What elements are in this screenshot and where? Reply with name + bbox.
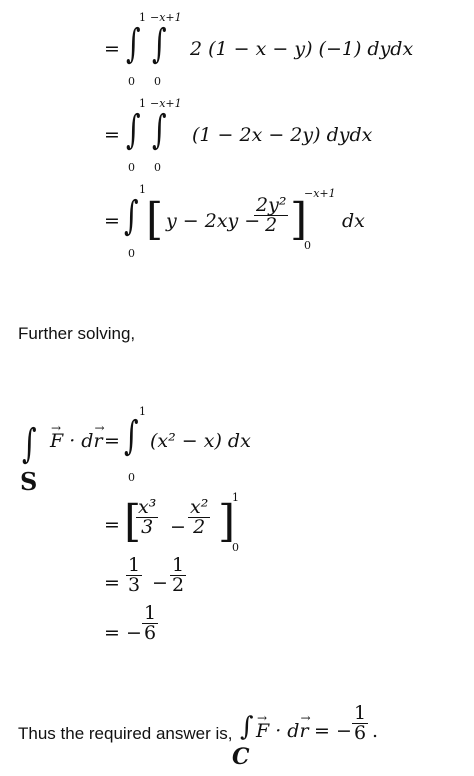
lower-limit: 0: [154, 75, 161, 88]
integrand: (x² − x) dx: [150, 430, 251, 452]
lower-limit: 0: [128, 75, 135, 88]
upper-bound: −x+1: [304, 187, 336, 200]
upper-limit: 1: [139, 405, 146, 418]
bracket-expression: y − 2xy −: [166, 210, 261, 232]
equals-sign: =: [104, 210, 120, 232]
surface-subscript: S: [20, 467, 38, 496]
vector-f: → F: [50, 432, 63, 451]
numerator: 1: [128, 554, 141, 576]
denominator: 3: [128, 574, 141, 596]
fraction: [136, 498, 158, 537]
vector-expression: → F · d→ r: [256, 722, 309, 741]
denominator: 2: [172, 574, 185, 596]
differential: dx: [342, 210, 365, 232]
integrand: (1 − 2x − 2y) dydx: [192, 124, 373, 146]
lower-limit: 0: [128, 471, 135, 484]
denominator: 6: [354, 722, 367, 744]
numerator: 2y²: [256, 194, 287, 216]
denominator: 3: [141, 516, 154, 538]
equals-sign: =: [104, 622, 120, 644]
upper-limit: −x+1: [150, 97, 182, 110]
integral-sign: ∫: [124, 193, 139, 239]
upper-limit: −x+1: [150, 11, 182, 24]
equals-sign: =: [104, 38, 120, 60]
fraction: [254, 196, 288, 235]
integral-sign: ∫: [126, 21, 141, 67]
lower-limit: 0: [154, 161, 161, 174]
upper-bound: 1: [232, 491, 239, 504]
integrand: 2 (1 − x − y) (−1) dydx: [190, 38, 414, 60]
numerator: x²: [190, 496, 209, 518]
numerator: 1: [354, 702, 367, 724]
vector-r: → r: [299, 722, 308, 741]
upper-limit: 1: [139, 97, 146, 110]
vector-r: → r: [93, 432, 102, 451]
integral-sign: ∫: [152, 107, 167, 153]
numerator: x³: [138, 496, 157, 518]
minus-sign: −: [126, 622, 142, 644]
minus-sign: −: [152, 572, 168, 594]
right-bracket: ]: [218, 496, 236, 547]
upper-limit: 1: [139, 183, 146, 196]
line-integral-sign: ∫: [240, 712, 254, 742]
curve-subscript: C: [232, 744, 250, 770]
equals-sign: =: [104, 572, 120, 594]
fraction: [142, 604, 158, 643]
equals-sign: =: [104, 124, 120, 146]
lower-limit: 0: [128, 161, 135, 174]
lower-limit: 0: [128, 247, 135, 260]
minus-sign: −: [336, 720, 352, 742]
upper-limit: 1: [139, 11, 146, 24]
integral-sign: ∫: [152, 21, 167, 67]
integral-sign: ∫: [124, 413, 139, 459]
denominator: 2: [265, 214, 278, 236]
period: .: [372, 720, 379, 742]
vector-expression: → F · d→ r: [50, 432, 103, 451]
vector-f: → F: [256, 722, 269, 741]
equals-sign: =: [104, 514, 120, 536]
right-bracket: ]: [290, 194, 308, 245]
minus-sign: −: [170, 516, 186, 538]
integral-sign: ∫: [126, 107, 141, 153]
denominator: 6: [144, 622, 157, 644]
paragraph-text: Further solving,: [18, 324, 136, 343]
lower-bound: 0: [304, 239, 311, 252]
fraction: [170, 556, 186, 595]
numerator: 1: [172, 554, 185, 576]
equals-sign: =: [314, 720, 330, 742]
left-bracket: [: [124, 496, 142, 547]
fraction: [126, 556, 142, 595]
conclusion-text: Thus the required answer is,: [18, 724, 233, 743]
lower-bound: 0: [232, 541, 239, 554]
fraction: [352, 704, 368, 743]
equals-sign: =: [104, 430, 120, 452]
fraction: [188, 498, 210, 537]
line-integral-sign: ∫: [22, 421, 37, 467]
numerator: 1: [144, 602, 157, 624]
left-bracket: [: [146, 194, 164, 245]
denominator: 2: [193, 516, 206, 538]
